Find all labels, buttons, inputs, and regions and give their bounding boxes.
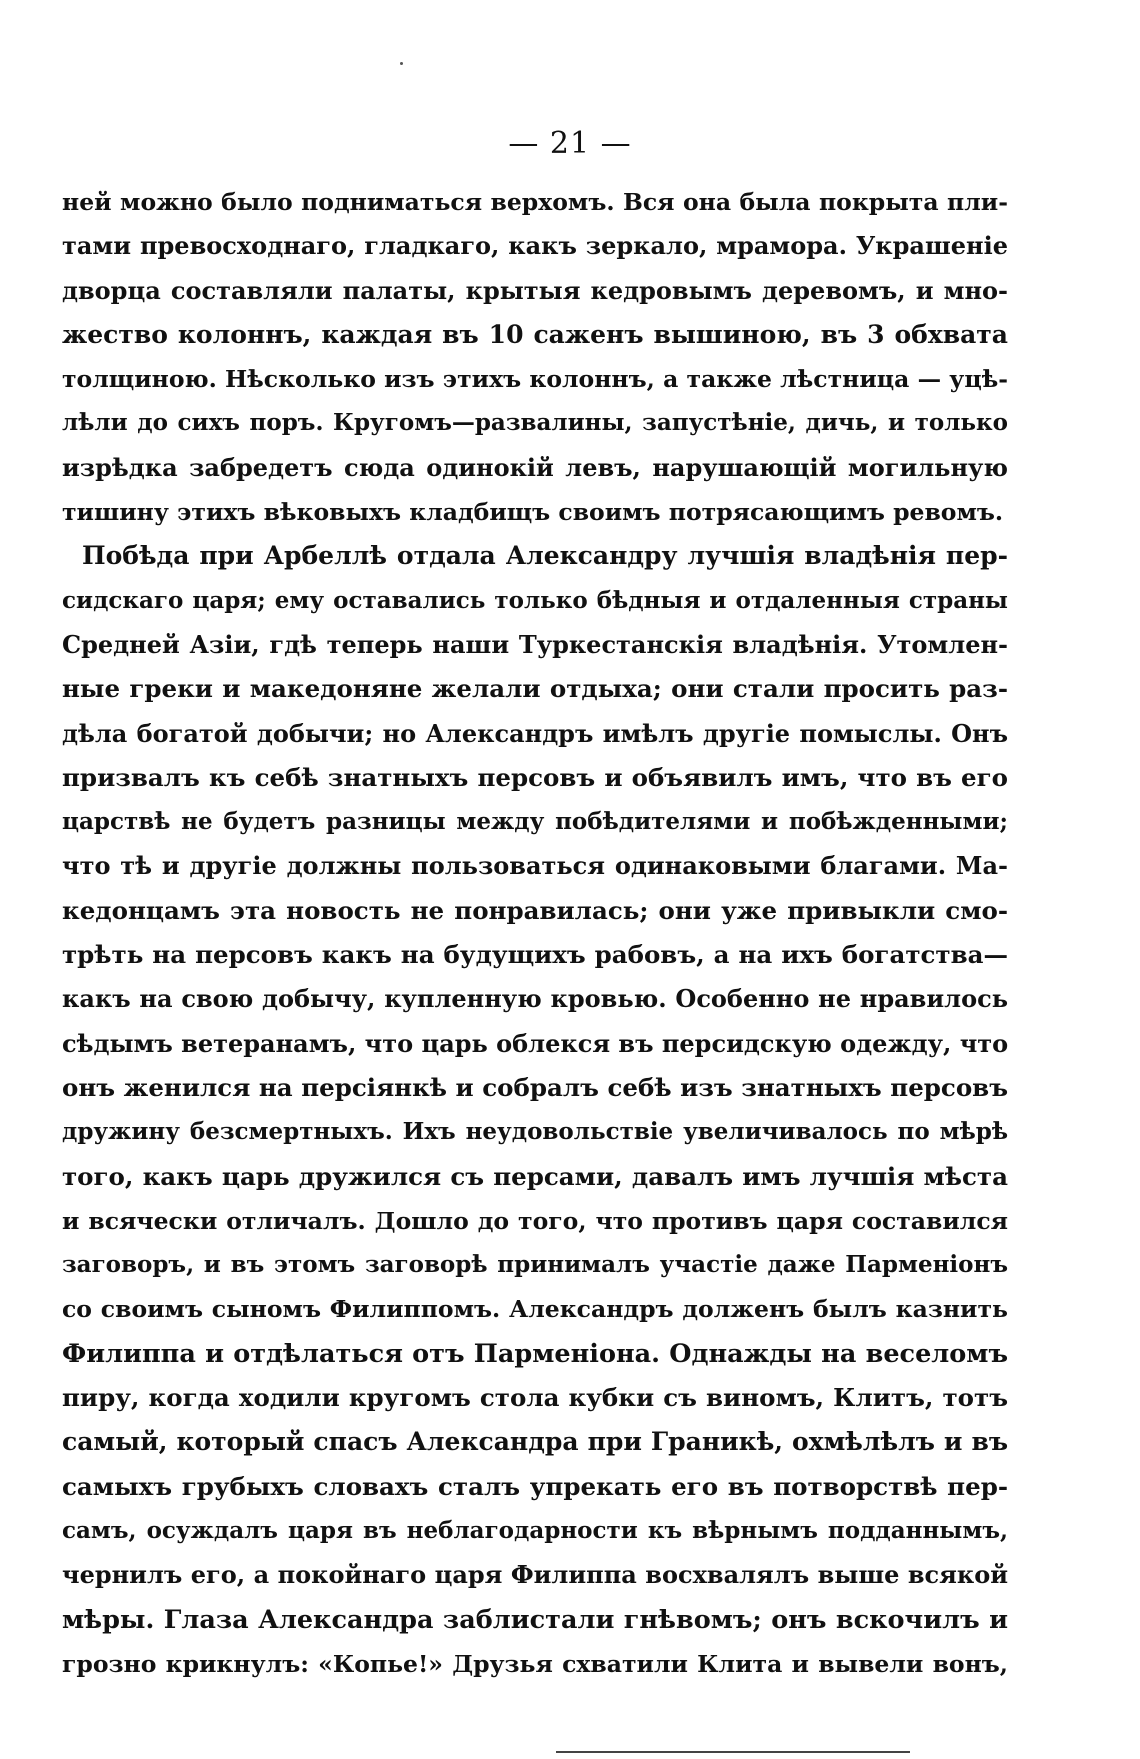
text-line: призвалъ къ себѣ знатныхъ персовъ и объявилъ имъ, что въ его [62,762,1008,792]
text-line: толщиною. Нѣсколько изъ этихъ колоннъ, а также лѣстница — уцѣ- [62,365,1008,394]
text-line: тами превосходнаго, гладкаго, какъ зеркало, мрамора. Украшеніе [62,231,1008,261]
page-number: — 21 — [508,126,632,161]
text-line: чернилъ его, а покойнаго царя Филиппа восхвалялъ выше всякой [62,1560,1008,1590]
print-speck [400,62,403,65]
text-line: сѣдымъ ветеранамъ, что царь облекся въ персидскую одежду, что [62,1028,1008,1058]
text-line: тишину этихъ вѣковыхъ кладбищъ своимъ потрясающимъ ревомъ. [62,498,1004,527]
text-line: сидскаго царя; ему оставались только бѣдныя и отдаленныя страны [62,586,1008,614]
text-line: грозно крикнулъ: «Копье!» Друзья схватили Клита и вывели вонъ, [62,1649,1008,1678]
text-line: того, какъ царь дружился съ персами, давалъ имъ лучшія мѣста [62,1161,1008,1191]
footer-rule [556,1751,910,1753]
text-line: самыхъ грубыхъ словахъ сталъ упрекать его въ потворствѣ пер- [62,1471,1008,1501]
text-line: самый, который спасъ Александра при Граникѣ, охмѣлѣлъ и въ [62,1427,1008,1457]
text-line: изрѣдка забредетъ сюда одинокій левъ, нарушающій могильную [62,452,1008,482]
text-line: что тѣ и другіе должны пользоваться одинаковыми благами. Ма- [62,851,1008,881]
text-line: Средней Азіи, гдѣ теперь наши Туркестанскія владѣнія. Утомлен- [62,629,1008,659]
text-line: лѣли до сихъ поръ. Кругомъ—развалины, запустѣніе, дичь, и только [62,409,1008,437]
text-line: кедонцамъ эта новость не понравилась; они уже привыкли смо- [62,895,1008,925]
text-line: онъ женился на персіянкѣ и собралъ себѣ изъ знатныхъ персовъ [62,1072,1008,1102]
text-line: пиру, когда ходили кругомъ стола кубки съ виномъ, Клитъ, тотъ [62,1383,1008,1413]
paragraph-start-line: Побѣда при Арбеллѣ отдала Александру лучшія владѣнія пер- [82,541,1008,571]
text-line: самъ, осуждалъ царя въ неблагодарности къ вѣрнымъ подданнымъ, [62,1516,1008,1544]
text-line: какъ на свою добычу, купленную кровью. Особенно не нравилось [62,984,1008,1014]
text-line: дружину безсмертныхъ. Ихъ неудовольствіе увеличивалось по мѣрѣ [62,1118,1008,1146]
text-line: дворца составляли палаты, крытыя кедровымъ деревомъ, и мно- [62,275,1008,305]
text-line: ные греки и македоняне желали отдыха; они стали просить раз- [62,674,1008,704]
text-line: со своимъ сыномъ Филиппомъ. Александръ долженъ былъ казнить [62,1295,1008,1324]
text-line: ней можно было подниматься верхомъ. Вся она была покрыта пли- [62,188,1008,216]
text-line: Филиппа и отдѣлаться отъ Парменіона. Однажды на веселомъ [62,1338,1008,1369]
text-line: жество колоннъ, каждая въ 10 саженъ вышиною, въ 3 обхвата [62,319,1008,349]
text-line: мѣры. Глаза Александра заблистали гнѣвомъ; онъ вскочилъ и [62,1604,1008,1635]
body-text [62,180,1008,1686]
text-line: заговоръ, и въ этомъ заговорѣ принималъ участіе даже Парменіонъ [62,1251,1008,1279]
text-line: царствѣ не будетъ разницы между побѣдителями и побѣжденными; [62,808,1008,836]
text-line: и всячески отличалъ. Дошло до того, что противъ царя составился [62,1206,1008,1235]
text-line: трѣть на персовъ какъ на будущихъ рабовъ, а на ихъ богатства— [62,940,1008,970]
text-line: дѣла богатой добычи; но Александръ имѣлъ другіе помыслы. Онъ [62,718,1008,748]
